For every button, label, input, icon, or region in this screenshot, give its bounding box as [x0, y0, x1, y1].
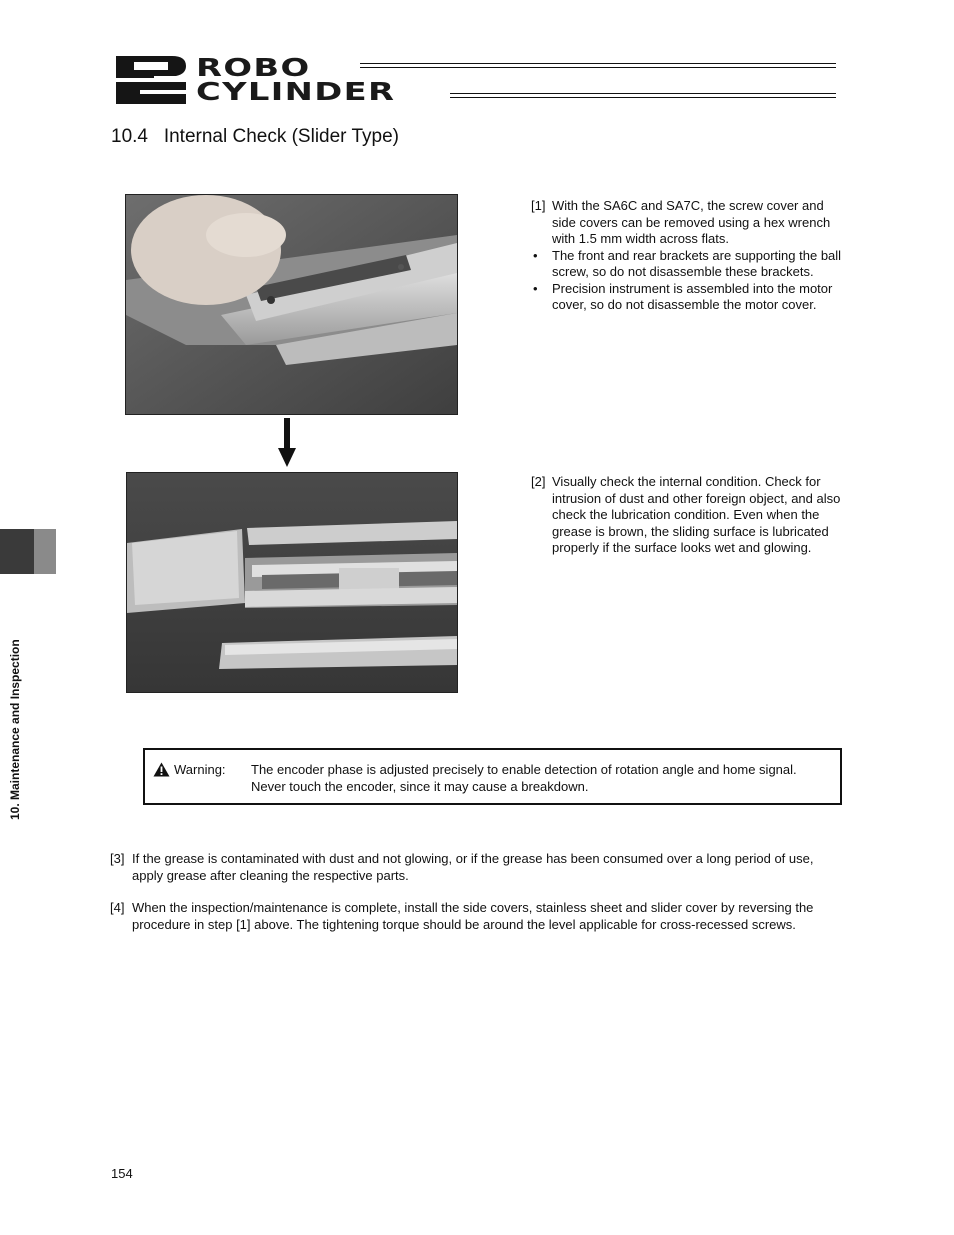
- warning-label-group: [153, 762, 226, 777]
- logo-wordmark: [196, 53, 396, 106]
- warning-label: Warning:: [174, 762, 226, 777]
- logo-line-robo: ROBO: [196, 53, 311, 82]
- down-arrow-icon: [278, 418, 296, 468]
- step2-text: Visually check the internal condition. Check for intrusion of dust and other foreign object, and also check the lubrication condition. Even when the grease is brown, the sliding surface is lubricated properly if the surface looks wet and glowing.: [552, 474, 841, 555]
- warning-text: The encoder phase is adjusted precisely to enable detection of rotation angle and home signal. Never touch the encoder, since it may cause a breakdown.: [251, 762, 797, 794]
- step1-bullet-2: [531, 281, 846, 314]
- step3-paragraph: [110, 851, 840, 884]
- bullet-icon: •: [533, 280, 538, 296]
- step2-description: [531, 474, 846, 557]
- chapter-tab-light: [34, 529, 56, 574]
- chapter-side-label: 10. Maintenance and Inspection: [8, 639, 22, 820]
- step1-bullet-1: [531, 248, 846, 281]
- photo-removing-covers: [125, 194, 458, 415]
- header-rule-top: [360, 63, 836, 68]
- step4-marker: [4]: [110, 900, 125, 915]
- rc-logo-icon: [114, 54, 190, 106]
- step2-item: [531, 474, 846, 557]
- step1-marker: [1]: [531, 198, 546, 213]
- section-title: 10.4 Internal Check (Slider Type): [111, 126, 399, 147]
- step1-bullet-text: The front and rear brackets are supporting the ball screw, so do not disassemble these brackets.: [552, 247, 842, 279]
- step1-text: With the SA6C and SA7C, the screw cover and side covers can be removed using a hex wrench with 1.5 mm width across flats.: [552, 198, 831, 246]
- warning-triangle-icon: [153, 762, 170, 777]
- header-rule-bottom: [450, 93, 836, 98]
- warning-box: [143, 748, 842, 805]
- photo-internal-view: [126, 472, 458, 693]
- step1-item: [531, 198, 846, 248]
- page-number: 154: [111, 1166, 133, 1181]
- step2-marker: [2]: [531, 474, 546, 489]
- step1-description: [531, 198, 846, 314]
- bullet-icon: •: [533, 247, 538, 263]
- step4-paragraph: [110, 900, 840, 933]
- chapter-tab-dark: [0, 529, 34, 574]
- step1-bullet-text: Precision instrument is assembled into the motor cover, so do not disassemble the motor cover.: [552, 280, 833, 312]
- step4-text: When the inspection/maintenance is complete, install the side covers, stainless sheet and slider cover by reversing the procedure in step [1] above. The tightening torque should be around the level applicable for cross-recessed screws.: [132, 900, 814, 932]
- step3-text: If the grease is contaminated with dust and not glowing, or if the grease has been consumed over a long period of use, apply grease after cleaning the respective parts.: [132, 851, 814, 883]
- logo-line-cylinder: CYLINDER: [196, 77, 396, 106]
- step3-marker: [3]: [110, 851, 125, 866]
